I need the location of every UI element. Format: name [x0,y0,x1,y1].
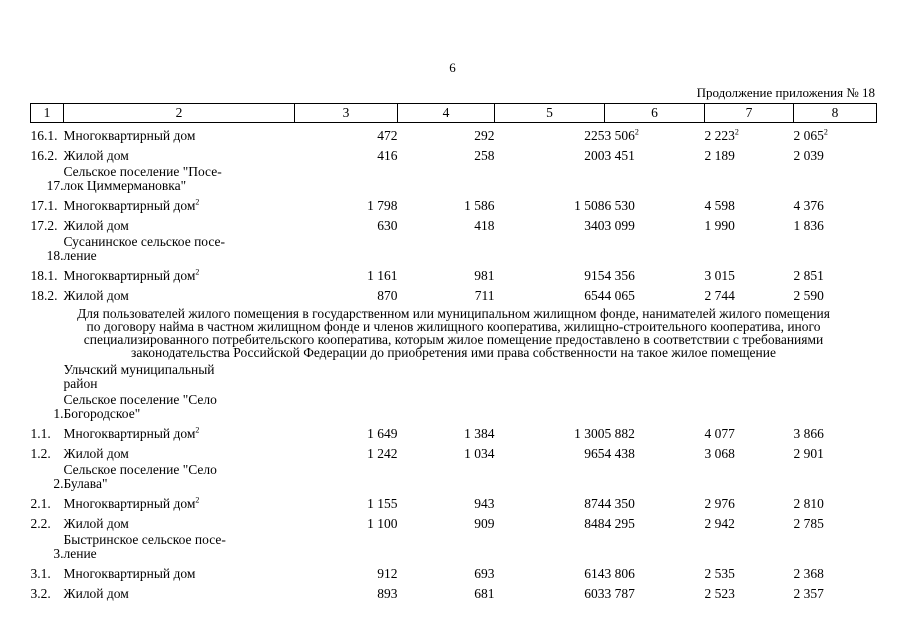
value-cell: 915 [584,268,605,283]
row-number: 16.1. [30,128,58,143]
value-cell: 4 376 [793,198,824,213]
value-cell: 2 357 [793,586,824,601]
empty-cell [295,531,877,561]
value-cell: 4 438 [604,446,635,461]
section-heading-row [31,163,877,193]
note-text: Для пользователей жилого помещения в государственном или муниципальном жилищном фонде, нанимателей жилого помещения по договору найма в частном жилищном фонде и членов жилищного кооператива, жилищно-строительного кооператива, иного специализированного потребительского кооператива, которым жилое помещение предоставлено в соответствии с требованиями законодательства Российской Федерации до приобретения ими права собственности на такое жилое помещение [77,306,830,360]
page-number: 6 [449,60,456,75]
value-cell: 630 [377,218,398,233]
section-number: 1. [53,406,64,421]
value-cell: 4 598 [704,198,735,213]
table-row [31,213,877,233]
row-name: Жилой дом [63,586,129,601]
section-name: Сусанинское сельское посе- ление [63,234,226,263]
section-name: Ульчский муниципальный район [63,362,215,391]
value-cell: 654 [584,288,605,303]
table-row [31,143,877,163]
section-number: 3. [53,546,64,561]
value-cell: 909 [474,516,495,531]
value-cell: 848 [584,516,605,531]
value-cell: 200 [584,148,605,163]
table-row [31,193,877,213]
empty-cell [295,461,877,491]
row-name: Многоквартирный дом$^2$ [63,267,200,283]
footnote-mark: 2 [734,127,739,137]
value-cell: 2 942 [704,516,735,531]
row-name: Многоквартирный дом$^2$ [63,425,200,441]
value-cell: 1 034 [464,446,495,461]
section-heading-row [31,233,877,263]
row-number: 1.1. [30,426,51,441]
row-name: Многоквартирный дом$^2$ [63,495,200,511]
value-cell: 2 $223^2$ [704,127,739,143]
row-name: Многоквартирный дом [63,566,196,581]
value-cell: 1 990 [704,218,735,233]
table-row [31,263,877,283]
header-cell: 2 [64,104,295,123]
value-cell: 3 451 [604,148,635,163]
value-cell: 965 [584,446,605,461]
value-cell: 2 189 [704,148,735,163]
row-number: 16.2. [30,148,58,163]
row-name: Жилой дом [63,218,129,233]
value-cell: 2 851 [793,268,824,283]
row-number: 18.2. [30,288,58,303]
table-row [31,491,877,511]
section-heading-row [31,461,877,491]
value-cell: 3 $506^2$ [604,127,639,143]
value-cell: 893 [377,586,398,601]
value-cell: 4 295 [604,516,635,531]
value-cell: 1 161 [367,268,398,283]
value-cell: 258 [474,148,495,163]
section-number [31,361,64,391]
value-cell: 340 [584,218,605,233]
empty-cell [295,361,877,391]
value-cell: 3 787 [604,586,635,601]
row-name: Многоквартирный дом [63,128,196,143]
section-name: Сельское поселение "Посе- лок Циммермановка" [63,164,222,193]
row-number: 17.1. [30,198,58,213]
value-cell: 2 039 [793,148,824,163]
value-cell: 603 [584,586,605,601]
value-cell: 1 100 [367,516,398,531]
value-cell: 4 065 [604,288,635,303]
value-cell: 2 368 [793,566,824,581]
value-cell: 6 530 [604,198,635,213]
table-row [31,283,877,303]
header-cell: 7 [705,104,794,123]
value-cell: 912 [377,566,398,581]
row-number: 18.1. [30,268,58,283]
value-cell: 2 785 [793,516,824,531]
value-cell: 1 242 [367,446,398,461]
table-row [31,561,877,581]
empty-cell [295,391,877,421]
header-row [31,104,877,123]
section-name: Сельское поселение "Село Богородское" [63,392,217,421]
value-cell: 870 [377,288,398,303]
value-cell: 1 300 [574,426,605,441]
footnote-mark: 2 [195,267,200,277]
section-number: 2. [53,476,64,491]
section-number: 17. [46,178,64,193]
value-cell: 614 [584,566,605,581]
value-cell: 1 798 [367,198,398,213]
row-number: 3.1. [30,566,51,581]
value-cell: 943 [474,496,495,511]
value-cell: 2 $065^2$ [793,127,828,143]
value-cell: 2 523 [704,586,735,601]
value-cell: 2 901 [793,446,824,461]
header-cell: 6 [605,104,705,123]
value-cell: 2 744 [704,288,735,303]
value-cell: 5 882 [604,426,635,441]
value-cell: 4 077 [704,426,735,441]
value-cell: 4 356 [604,268,635,283]
value-cell: 292 [474,128,495,143]
section-heading-row [31,531,877,561]
value-cell: 2 535 [704,566,735,581]
value-cell: 3 099 [604,218,635,233]
value-cell: 4 350 [604,496,635,511]
value-cell: 1 155 [367,496,398,511]
value-cell: 1 836 [793,218,824,233]
footnote-mark: 2 [195,495,200,505]
value-cell: 3 015 [704,268,735,283]
table-row [31,581,877,601]
value-cell: 416 [377,148,398,163]
value-cell: 472 [377,128,398,143]
row-name: Многоквартирный дом$^2$ [63,197,200,213]
footnote-mark: 2 [823,127,828,137]
section-number: 18. [46,248,64,263]
empty-cell [295,233,877,263]
continuation-caption: Продолжение приложения № 18 [696,85,875,100]
header-cell: 5 [495,104,605,123]
section-name: Быстринское сельское посе- ление [63,532,226,561]
row-number: 2.2. [30,516,51,531]
row-number: 2.1. [30,496,51,511]
table-row [31,441,877,461]
table-row [31,421,877,441]
section-name: Сельское поселение "Село Булава" [63,462,217,491]
value-cell: 418 [474,218,495,233]
value-cell: 1 586 [464,198,495,213]
value-cell: 1 649 [367,426,398,441]
section-heading-row [31,361,877,391]
value-cell: 3 806 [604,566,635,581]
table-row [31,123,877,144]
footnote-mark: 2 [195,197,200,207]
table-row [31,511,877,531]
value-cell: 225 [584,128,605,143]
value-cell: 1 508 [574,198,605,213]
value-cell: 681 [474,586,495,601]
row-number: 1.2. [30,446,51,461]
row-number: 3.2. [30,586,51,601]
header-cell: 3 [295,104,398,123]
header-cell: 1 [31,104,64,123]
row-name: Жилой дом [63,288,129,303]
data-table [30,103,877,601]
value-cell: 981 [474,268,495,283]
value-cell: 2 810 [793,496,824,511]
value-cell: 3 866 [793,426,824,441]
value-cell: 874 [584,496,605,511]
value-cell: 711 [474,288,495,303]
footnote-mark: 2 [634,127,639,137]
empty-cell [295,163,877,193]
row-name: Жилой дом [63,148,129,163]
value-cell: 3 068 [704,446,735,461]
row-name: Жилой дом [63,516,129,531]
footnote-mark: 2 [195,425,200,435]
row-number: 17.2. [30,218,58,233]
value-cell: 2 590 [793,288,824,303]
header-cell: 4 [398,104,495,123]
value-cell: 693 [474,566,495,581]
header-cell: 8 [794,104,877,123]
section-heading-row [31,391,877,421]
value-cell: 1 384 [464,426,495,441]
value-cell: 2 976 [704,496,735,511]
note-row [31,303,877,361]
table-body [31,123,877,602]
row-name: Жилой дом [63,446,129,461]
